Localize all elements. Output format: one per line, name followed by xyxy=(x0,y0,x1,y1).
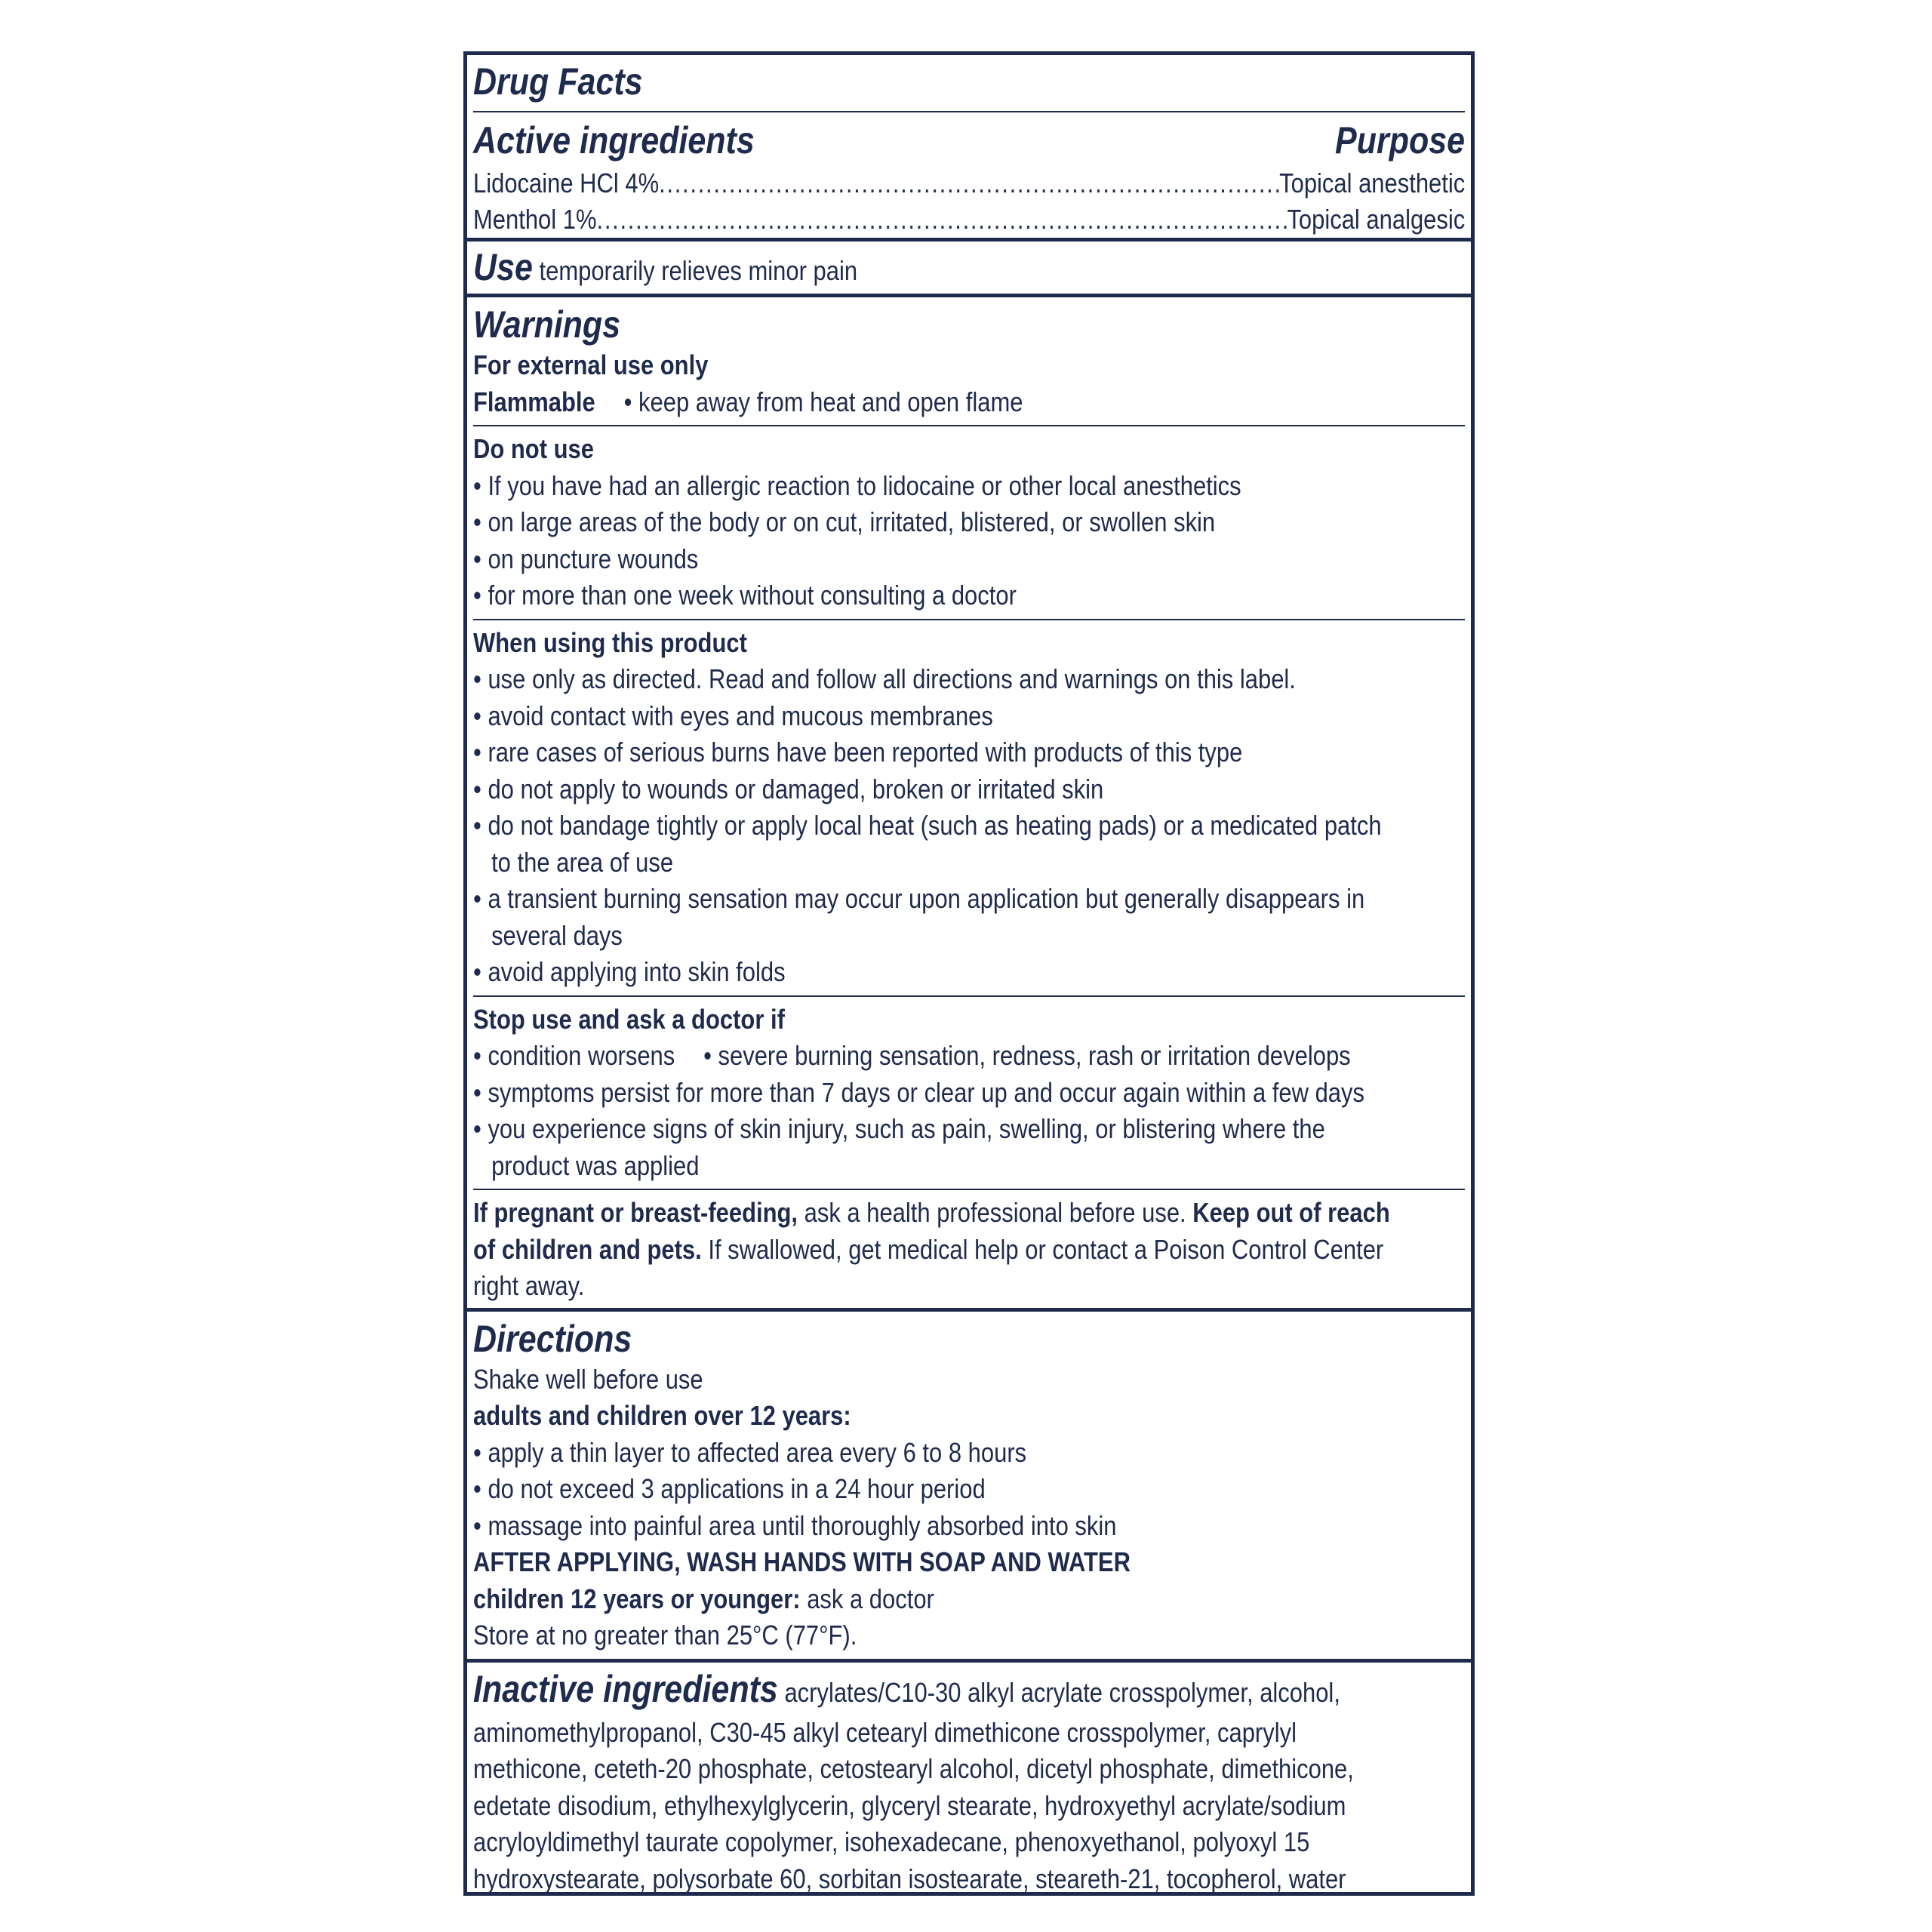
purpose-heading: Purpose xyxy=(1334,119,1465,162)
list-item-continued: product was applied xyxy=(491,1149,700,1181)
list-item: • do not exceed 3 applications in a 24 hour period xyxy=(473,1473,986,1504)
list-item: • on large areas of the body or on cut, irritated, blistered, or swollen skin xyxy=(473,506,1216,537)
ingredient-name: Menthol 1% xyxy=(473,204,597,235)
pregnant-line-1 xyxy=(473,1195,1465,1232)
swallowed-text: If swallowed, get medical help or contact a Poison Control Center xyxy=(701,1233,1384,1265)
list-item: • use only as directed. Read and follow all directions and warnings on this label. xyxy=(473,663,1296,694)
active-ingredient-row xyxy=(473,202,1465,238)
list-item-part: • condition worsens xyxy=(473,1040,675,1071)
store-text: Store at no greater than 25°C (77°F). xyxy=(473,1620,857,1651)
active-header-row xyxy=(473,112,1465,165)
list-item: • on puncture wounds xyxy=(473,543,699,574)
list-item: • do not apply to wounds or damaged, broken or irritated skin xyxy=(473,773,1104,804)
wash-hands: AFTER APPLYING, WASH HANDS WITH SOAP AND WATER xyxy=(473,1546,1131,1577)
do-not-use-heading: Do not use xyxy=(473,433,594,464)
list-item-continued: to the area of use xyxy=(491,846,674,878)
active-ingredient-row xyxy=(473,165,1465,202)
list-item: • you experience signs of skin injury, such as pain, swelling, or blistering where the xyxy=(473,1113,1325,1144)
adults-label: adults and children over 12 years: xyxy=(473,1400,851,1431)
list-item-part: • severe burning sensation, redness, rash or irritation develops xyxy=(703,1040,1351,1071)
ingredient-name: Lidocaine HCl 4% xyxy=(473,168,660,198)
list-item: • apply a thin layer to affected area every 6 to 8 hours xyxy=(473,1436,1027,1468)
shake-text: Shake well before use xyxy=(473,1363,703,1395)
when-using-heading: When using this product xyxy=(473,626,747,658)
children-label: children 12 years or younger: xyxy=(473,1583,801,1614)
use-line xyxy=(473,242,1465,297)
ingredient-purpose: Topical analgesic xyxy=(1287,204,1466,235)
use-text: temporarily relieves minor pain xyxy=(539,255,858,286)
stop-use-heading: Stop use and ask a doctor if xyxy=(473,1003,785,1035)
inactive-text: acrylates/C10-30 alkyl acrylate crosspolymer, alcohol, xyxy=(777,1676,1340,1708)
list-item: • avoid contact with eyes and mucous membranes xyxy=(473,700,993,731)
when-using-block xyxy=(473,620,1465,991)
flammable-line xyxy=(473,384,1465,421)
leader-dots xyxy=(596,202,1287,238)
do-not-use-block xyxy=(473,426,1465,614)
inactive-line: aminomethylpropanol, C30-45 alkyl cetearyl dimethicone crosspolymer, caprylyl xyxy=(473,1716,1297,1748)
list-item: • massage into painful area until thoroughly absorbed into skin xyxy=(473,1509,1117,1541)
keep-out-bold: Keep out of reach xyxy=(1192,1197,1390,1228)
directions-heading: Directions xyxy=(473,1317,632,1360)
use-section xyxy=(467,238,1471,294)
inactive-heading: Inactive ingredients xyxy=(473,1667,778,1710)
leader-dots xyxy=(659,165,1279,202)
inactive-line xyxy=(473,1667,1465,1715)
drug-facts-title: Drug Facts xyxy=(473,60,643,103)
pregnant-bold: If pregnant or breast-feeding, xyxy=(473,1197,798,1228)
directions-section xyxy=(467,1308,1471,1659)
stop-use-block xyxy=(473,997,1465,1185)
warnings-section xyxy=(467,294,1471,1308)
keep-out-bold-2: of children and pets. xyxy=(473,1233,702,1265)
active-ingredients-section xyxy=(467,112,1471,238)
list-item: • for more than one week without consulting a doctor xyxy=(473,580,1017,611)
pregnant-line-3: right away. xyxy=(473,1270,585,1301)
inactive-line: hydroxystearate, polysorbate 60, sorbitan isostearate, steareth-21, tocopherol, water xyxy=(473,1863,1346,1894)
title-block xyxy=(467,55,1471,111)
children-line xyxy=(473,1581,1465,1618)
active-ingredients-heading: Active ingredients xyxy=(473,119,755,162)
list-item: • a transient burning sensation may occur upon application but generally disappears in xyxy=(473,883,1365,914)
list-item: • rare cases of serious burns have been reported with products of this type xyxy=(473,737,1243,768)
list-item: • symptoms persist for more than 7 days or clear up and occur again within a few days xyxy=(473,1076,1364,1108)
flammable-label: Flammable xyxy=(473,386,595,417)
warnings-heading: Warnings xyxy=(473,303,621,346)
drug-facts-panel xyxy=(463,51,1475,1896)
external-use: For external use only xyxy=(473,349,709,380)
list-item: • do not bandage tightly or apply local heat (such as heating pads) or a medicated patch xyxy=(473,810,1382,841)
pregnant-line-2 xyxy=(473,1232,1465,1269)
ingredient-purpose: Topical anesthetic xyxy=(1279,168,1466,198)
list-item xyxy=(473,1038,1465,1075)
pregnant-text: ask a health professional before use. xyxy=(798,1197,1193,1228)
list-item: • avoid applying into skin folds xyxy=(473,956,786,987)
inactive-line: methicone, ceteth-20 phosphate, cetostearyl alcohol, dicetyl phosphate, dimethicone, xyxy=(473,1753,1354,1784)
children-text: ask a doctor xyxy=(800,1583,934,1614)
list-item-continued: several days xyxy=(491,919,623,951)
inactive-line: acryloyldimethyl taurate copolymer, isohexadecane, phenoxyethanol, polyoxyl 15 xyxy=(473,1826,1310,1857)
inactive-section xyxy=(467,1659,1471,1898)
list-item: • If you have had an allergic reaction to lidocaine or other local anesthetics xyxy=(473,469,1241,501)
pregnant-block xyxy=(473,1190,1465,1308)
flammable-text: • keep away from heat and open flame xyxy=(623,386,1023,417)
inactive-line: edetate disodium, ethylhexylglycerin, glyceryl stearate, hydroxyethyl acrylate/sodium xyxy=(473,1789,1346,1821)
use-heading: Use xyxy=(473,246,533,288)
